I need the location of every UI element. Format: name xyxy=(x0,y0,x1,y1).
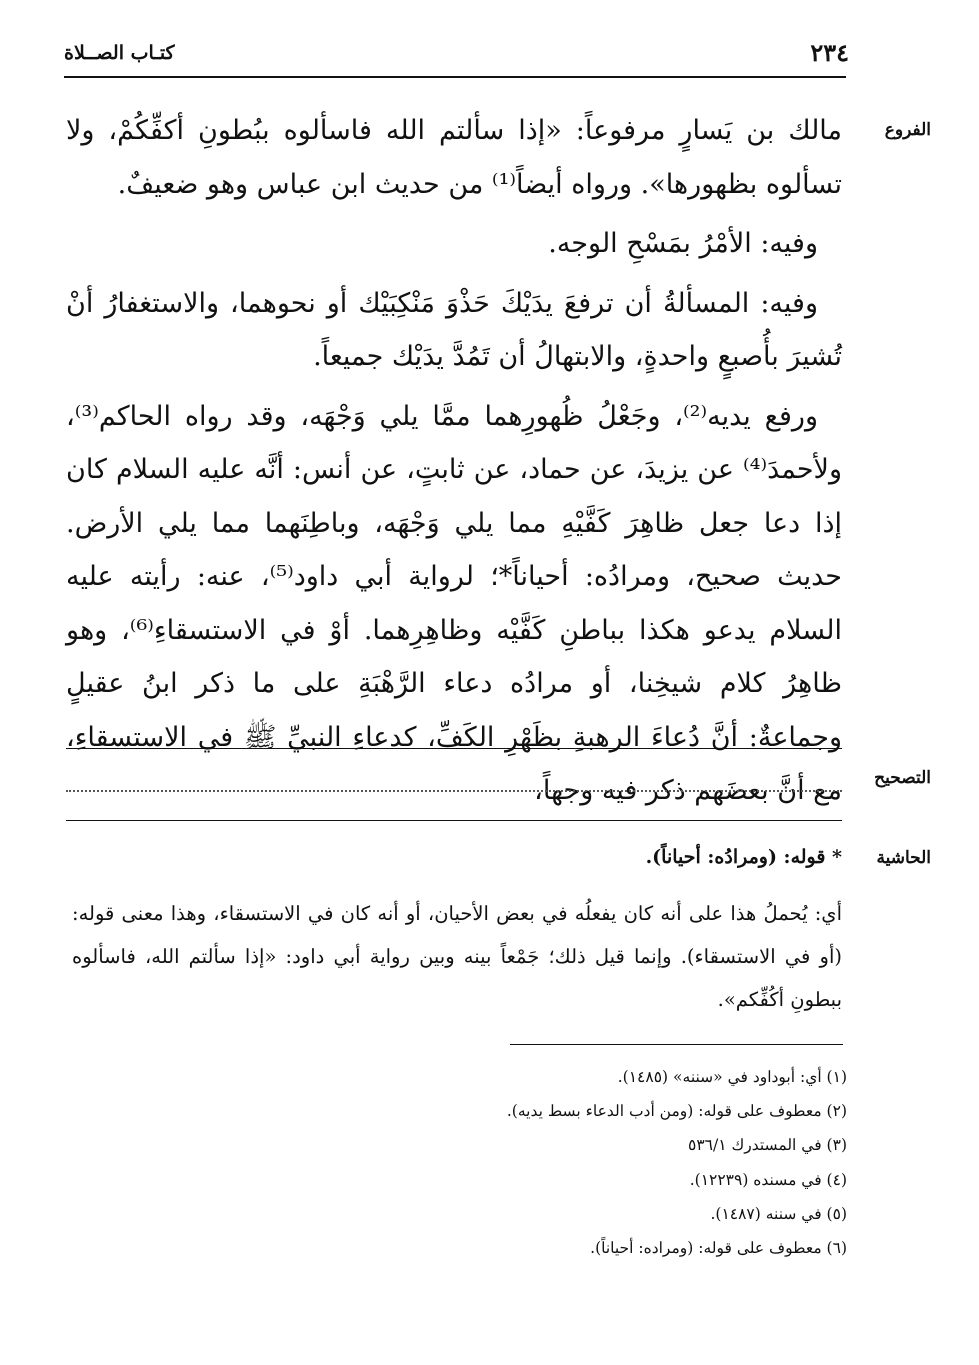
tashih-dotted-line xyxy=(66,790,842,792)
footnote-6: (٦) معطوف على قوله: (ومراده: أحياناً). xyxy=(590,1239,847,1258)
main-paragraph-4: ورفع يديه⁽²⁾، وجَعْلُ ظُهورِهما ممَّا يلي وَجْهَه، وقد رواه الحاكم⁽³⁾، ولأحمدَ⁽⁴⁾ عن يزيدَ، عن حماد، عن ثابتٍ، عن أنس: أنَّه عليه السلام كان إذا دعا جعل ظاهِرَ كَفَّيْهِ مما يلي وَجْهَه، وباطِنَهما مما يلي الأرض. حديث صحيح، ومرادُه: أحياناً*؛ لرواية أبي داود⁽⁵⁾، عنه: رأيته عليه السلام يدعو هكذا بباطنِ كَفَّيْه وظاهِرِهما. أوْ في الاستسقاءِ⁽⁶⁾، وهو ظاهِرُ كلام شيخِنا، أو مرادُه دعاء الرَّهْبَةِ على ما ذكر ابنُ عقيلٍ وجماعةٌ: أنَّ دُعاءَ الرهبةِ بظَهْرِ الكَفِّ، كدعاءِ النبيِّ ﷺ في الاستسقاءِ، مع أنَّ بعضَهم ذكر فيه وجهاً، xyxy=(66,400,843,806)
section-label-furu: الفروع xyxy=(884,120,931,140)
hashiya-text xyxy=(72,892,842,1021)
section-label-hashiya: الحاشية xyxy=(876,848,931,868)
page-number: ٢٣٤ xyxy=(810,38,849,67)
section-label-tashih: التصحيح xyxy=(874,768,931,788)
running-title: كتـاب الصــلاة xyxy=(64,42,175,64)
hashiya-paragraph: أي: يُحملُ هذا على أنه كان يفعلُه في بعض الأحيان، أو أنه كان في الاستسقاء، وهذا معنى قوله: (أو في الاستسقاء). وإنما قيل ذلك؛ جَمْعاً بينه وبين رواية أبي داود: «إذا سألتم الله، فاسألوه ببطونِ أكُفِّكم». xyxy=(72,902,842,1011)
hashiya-heading: * قوله: (ومرادُه: أحياناً). xyxy=(645,846,842,868)
main-paragraph-3: وفيه: المسألةُ أن ترفعَ يدَيْكَ حَذْوَ مَنْكِبَيْك أو نحوهما، والاستغفارُ أنْ تُشيرَ بأُصبعٍ واحدةٍ، والابتهالُ أن تَمُدَّ يدَيْك جميعاً. xyxy=(66,287,842,372)
footnote-rule xyxy=(510,1044,843,1045)
footnote-3: (٣) في المستدرك ٥٣٦/١ xyxy=(688,1136,847,1155)
footnote-4: (٤) في مسنده (١٢٢٣٩). xyxy=(689,1170,847,1189)
footnotes xyxy=(507,1060,847,1265)
main-paragraph-1: مالك بن يَسارٍ مرفوعاً: «إذا سألتم الله فاسألوه ببُطونِ أكفِّكُمْ، ولا تسألوه بظهورها». ورواه أيضاً⁽¹⁾ من حديث ابن عباس وهو ضعيفٌ. xyxy=(66,115,842,200)
header-rule xyxy=(64,76,846,78)
footnote-5: (٥) في سننه (١٤٨٧). xyxy=(710,1204,847,1223)
tashih-bottom-rule xyxy=(66,820,842,821)
footnote-1: (١) أي: أبوداود في «سننه» (١٤٨٥). xyxy=(617,1068,847,1086)
footnote-2: (٢) معطوف على قوله: (ومن أدب الدعاء بسط يديه). xyxy=(506,1102,847,1121)
main-text xyxy=(66,104,842,818)
tashih-top-rule xyxy=(66,748,842,749)
main-paragraph-2: وفيه: الأمْرُ بمَسْحِ الوجه. xyxy=(548,228,818,259)
